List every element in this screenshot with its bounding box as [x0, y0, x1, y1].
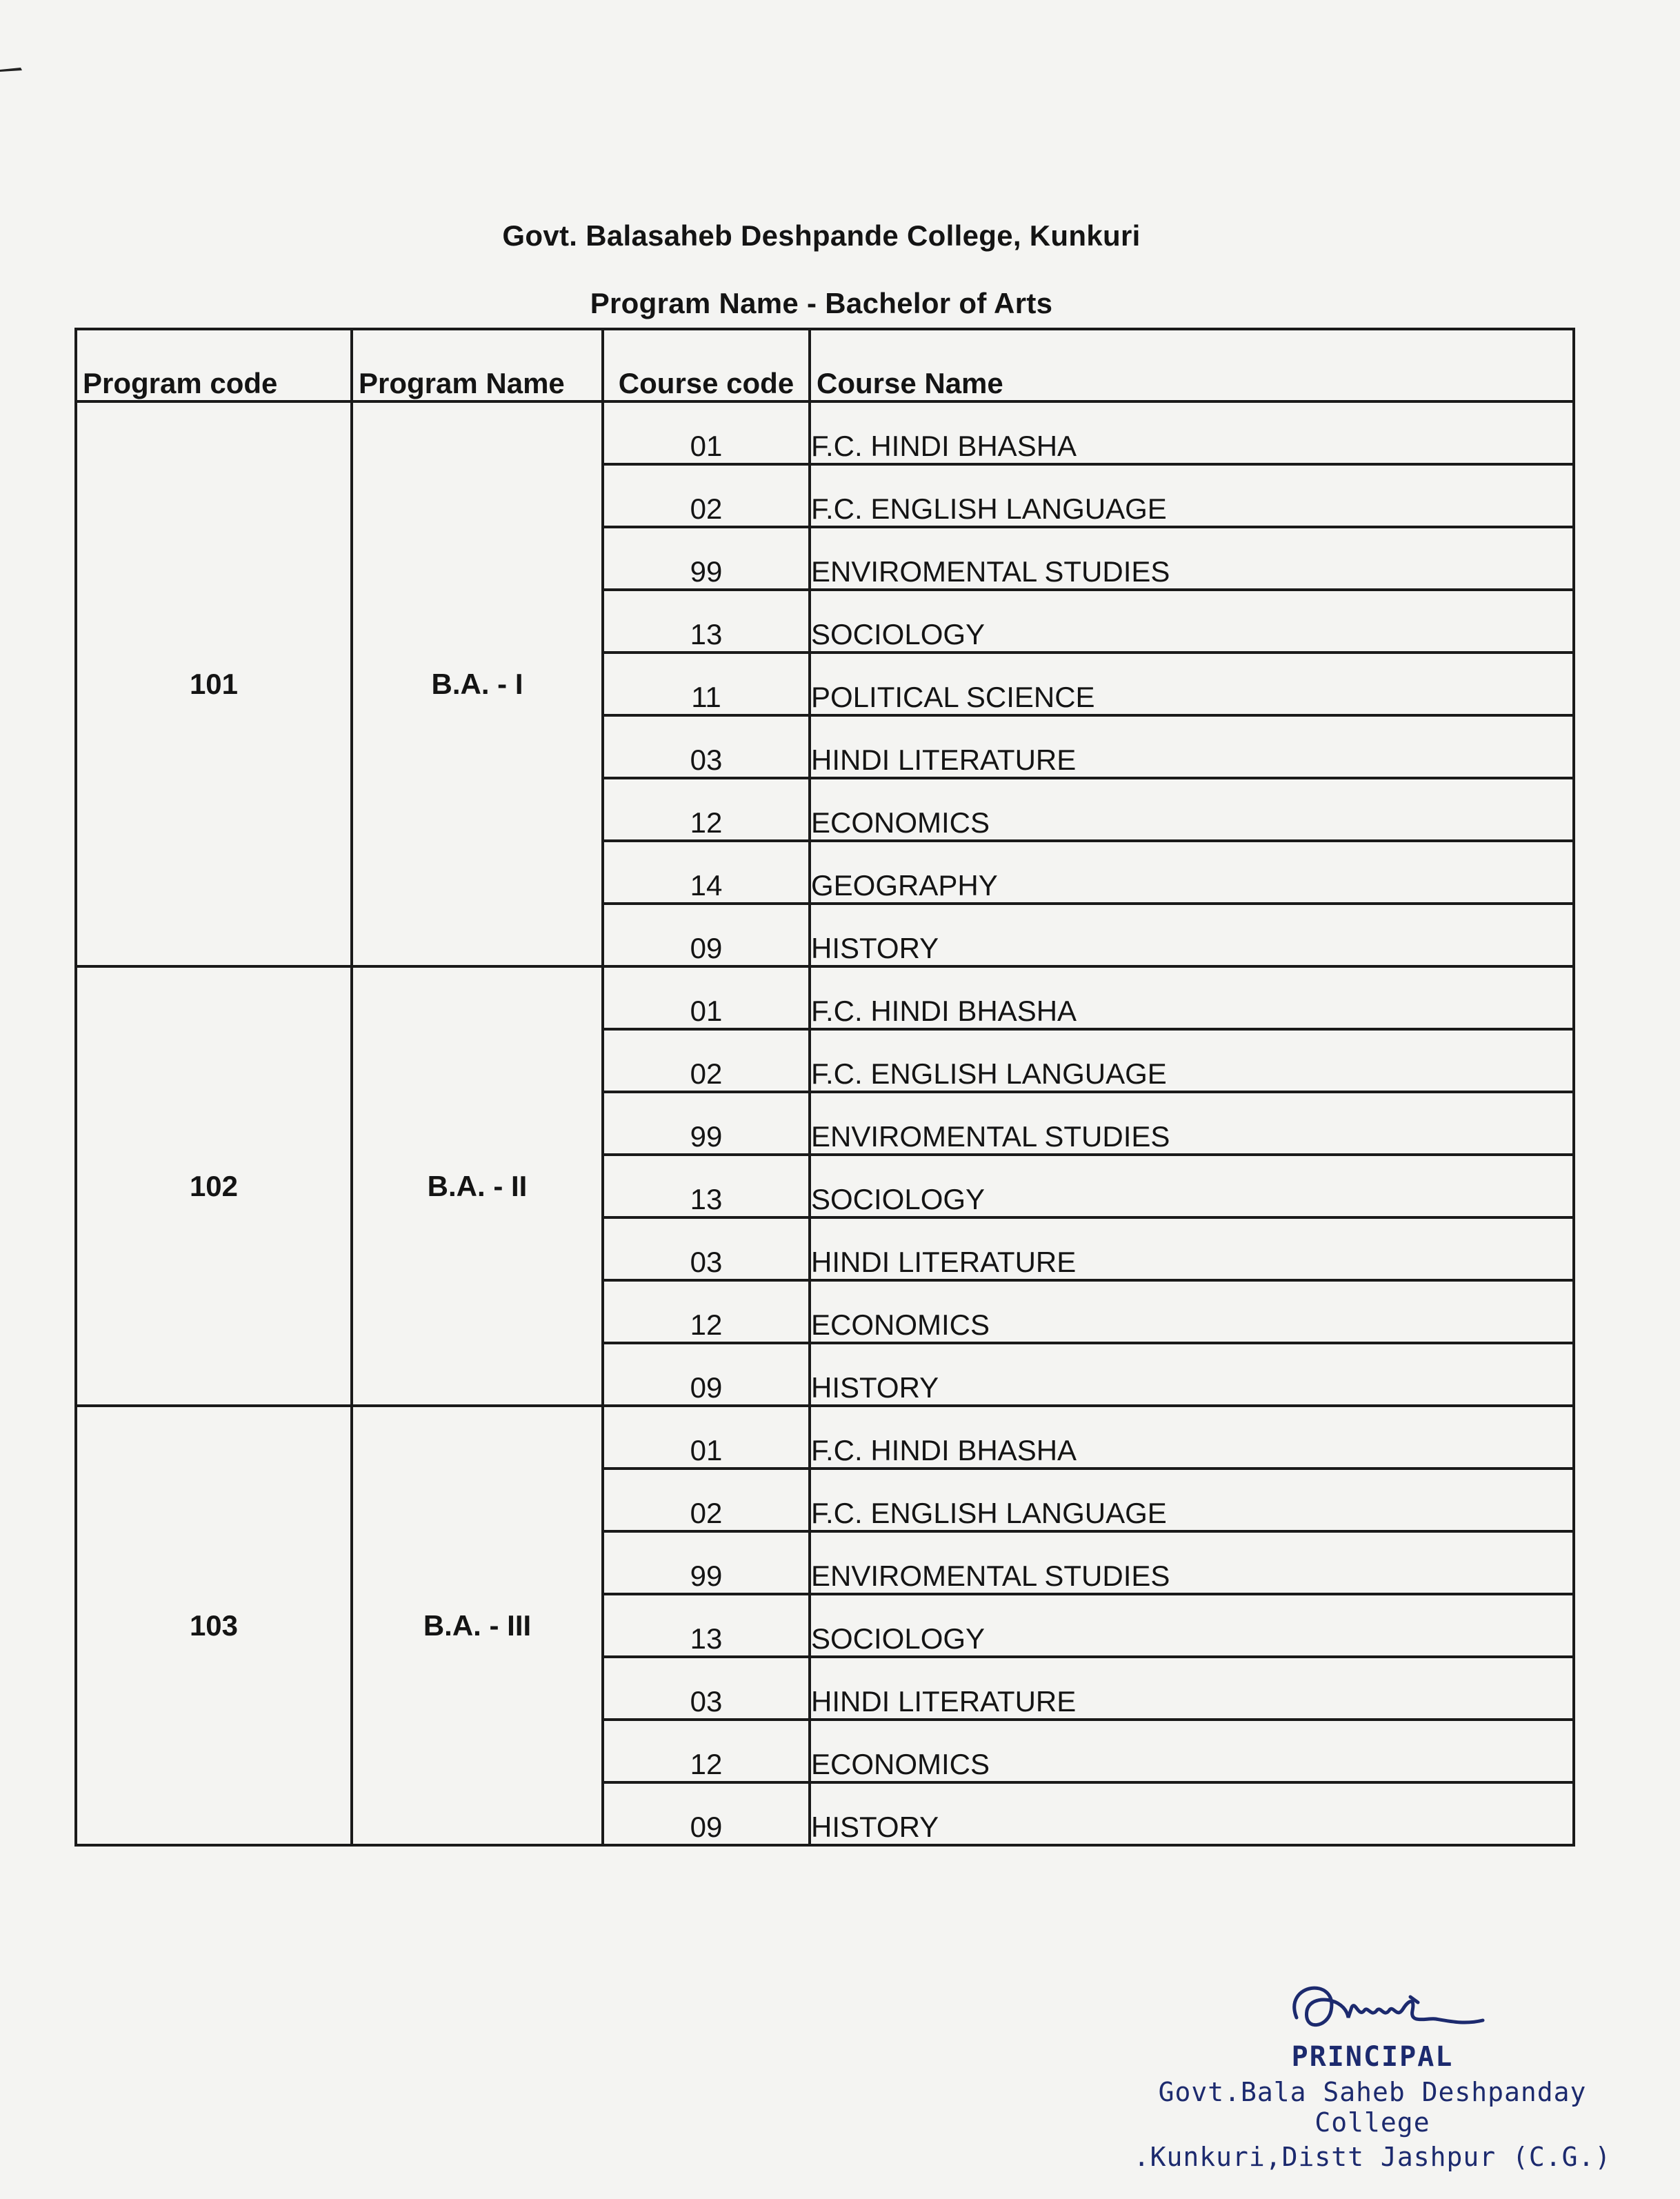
column-header-course-code: Course code: [603, 329, 810, 401]
course-code-cell: 03: [603, 1217, 810, 1280]
course-code-cell: 99: [603, 527, 810, 590]
course-name-cell: HINDI LITERATURE: [810, 1217, 1574, 1280]
course-name-cell: HISTORY: [810, 1343, 1574, 1406]
course-name-cell: ENVIROMENTAL STUDIES: [810, 527, 1574, 590]
course-code-cell: 09: [603, 1343, 810, 1406]
course-code-cell: 12: [603, 1720, 810, 1782]
program-name-cell: B.A. - I: [352, 401, 603, 966]
course-code-cell: 01: [603, 966, 810, 1029]
seal-college-line: Govt.Bala Saheb Deshpanday College: [1158, 2077, 1587, 2138]
course-code-cell: 99: [603, 1092, 810, 1155]
course-name-cell: F.C. HINDI BHASHA: [810, 401, 1574, 464]
course-name-cell: SOCIOLOGY: [810, 1155, 1574, 1217]
course-code-cell: 01: [603, 401, 810, 464]
course-name-cell: ENVIROMENTAL STUDIES: [810, 1531, 1574, 1594]
page-title: Govt. Balasaheb Deshpande College, Kunkuri: [502, 219, 1141, 252]
course-code-cell: 03: [603, 715, 810, 778]
course-code-cell: 13: [603, 1155, 810, 1217]
course-code-cell: 03: [603, 1657, 810, 1720]
course-name-cell: HINDI LITERATURE: [810, 1657, 1574, 1720]
seal-title: PRINCIPAL: [1291, 2041, 1454, 2073]
principal-seal: [1131, 1969, 1614, 2172]
course-name-cell: ECONOMICS: [810, 1720, 1574, 1782]
course-name-cell: ECONOMICS: [810, 1280, 1574, 1343]
seal-address-line: .Kunkuri,Distt Jashpur (C.G.): [1133, 2142, 1612, 2172]
course-name-cell: HISTORY: [810, 1782, 1574, 1845]
course-code-cell: 09: [603, 904, 810, 966]
course-name-cell: SOCIOLOGY: [810, 590, 1574, 653]
course-name-cell: GEOGRAPHY: [810, 841, 1574, 904]
table-header-row: [76, 329, 1574, 401]
course-name-cell: HINDI LITERATURE: [810, 715, 1574, 778]
table-row: [76, 1406, 1574, 1469]
course-table: [74, 328, 1575, 1847]
course-code-cell: 02: [603, 464, 810, 527]
page-subtitle: Program Name - Bachelor of Arts: [590, 287, 1053, 319]
course-name-cell: F.C. ENGLISH LANGUAGE: [810, 1469, 1574, 1531]
course-code-cell: 13: [603, 590, 810, 653]
course-code-cell: 12: [603, 1280, 810, 1343]
scan-mark: [0, 66, 23, 73]
table-body: [76, 401, 1574, 1845]
course-code-cell: 12: [603, 778, 810, 841]
course-code-cell: 99: [603, 1531, 810, 1594]
course-code-cell: 02: [603, 1029, 810, 1092]
course-code-cell: 13: [603, 1594, 810, 1657]
course-name-cell: F.C. HINDI BHASHA: [810, 1406, 1574, 1469]
program-name-cell: B.A. - III: [352, 1406, 603, 1845]
principal-signature: [1255, 1969, 1490, 2045]
course-code-cell: 14: [603, 841, 810, 904]
course-code-cell: 09: [603, 1782, 810, 1845]
table-row: [76, 401, 1574, 464]
course-code-cell: 01: [603, 1406, 810, 1469]
course-code-cell: 11: [603, 653, 810, 715]
course-name-cell: F.C. ENGLISH LANGUAGE: [810, 464, 1574, 527]
course-name-cell: ENVIROMENTAL STUDIES: [810, 1092, 1574, 1155]
course-name-cell: POLITICAL SCIENCE: [810, 653, 1574, 715]
course-name-cell: ECONOMICS: [810, 778, 1574, 841]
course-name-cell: HISTORY: [810, 904, 1574, 966]
column-header-program-name: Program Name: [352, 329, 603, 401]
column-header-program-code: Program code: [76, 329, 352, 401]
course-code-cell: 02: [603, 1469, 810, 1531]
table-row: [76, 966, 1574, 1029]
program-code-cell: 103: [76, 1406, 352, 1845]
program-code-cell: 101: [76, 401, 352, 966]
course-name-cell: F.C. HINDI BHASHA: [810, 966, 1574, 1029]
program-code-cell: 102: [76, 966, 352, 1406]
course-name-cell: F.C. ENGLISH LANGUAGE: [810, 1029, 1574, 1092]
program-name-cell: B.A. - II: [352, 966, 603, 1406]
course-name-cell: SOCIOLOGY: [810, 1594, 1574, 1657]
column-header-course-name: Course Name: [810, 329, 1574, 401]
